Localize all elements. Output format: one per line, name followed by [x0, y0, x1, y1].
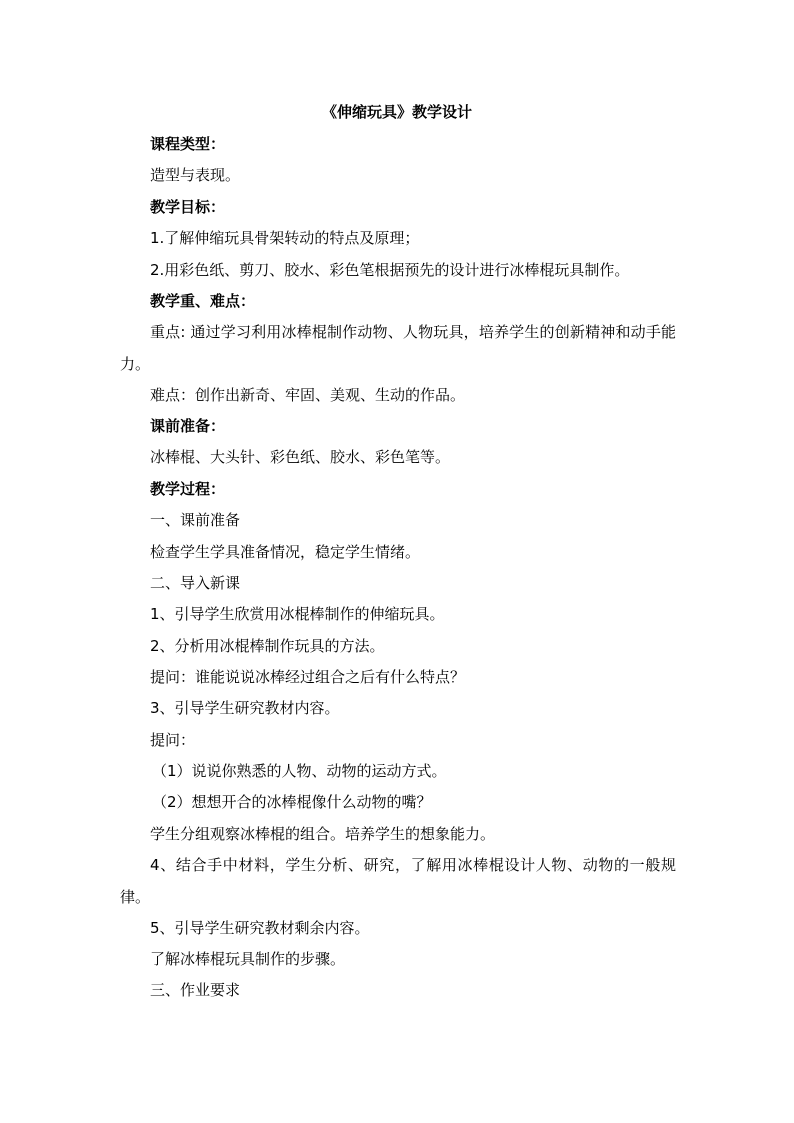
objective-item: 2.用彩色纸、剪刀、胶水、彩色笔根据预先的设计进行冰棒棍玩具制作。	[150, 261, 630, 279]
step-paragraph: 4、结合手中材料，学生分析、研究，了解用冰棒棍设计人物、动物的一般规律。	[120, 856, 676, 906]
observe-text: 学生分组观察冰棒棍的组合。培养学生的想象能力。	[150, 825, 496, 843]
keypoint-paragraph: 重点: 通过学习利用冰棒棍制作动物、人物玩具，培养学生的创新精神和动手能力。	[120, 323, 676, 373]
process-heading: 教学过程：	[150, 480, 226, 498]
section-title: 二、导入新课	[150, 574, 241, 592]
objective-item: 1.了解伸缩玩具骨架转动的特点及原理；	[150, 229, 420, 247]
sub-question: （1）说说你熟悉的人物、动物的运动方式。	[152, 762, 447, 780]
step-item: 1、引导学生欣赏用冰棍棒制作的伸缩玩具。	[150, 605, 445, 623]
course-type-heading: 课程类型：	[150, 135, 226, 153]
preparation-heading: 课前准备：	[150, 417, 226, 435]
objectives-heading: 教学目标：	[150, 198, 226, 216]
section-title: 三、作业要求	[150, 981, 241, 999]
preparation-text: 冰棒棍、大头针、彩色纸、胶水、彩色笔等。	[150, 448, 451, 466]
step-item: 2、分析用冰棍棒制作玩具的方法。	[150, 637, 385, 655]
sub-question: （2）想想开合的冰棒棍像什么动物的嘴？	[152, 793, 432, 811]
step-item: 5、引导学生研究教材剩余内容。	[150, 919, 370, 937]
document-title: 《伸缩玩具》教学设计	[321, 103, 472, 121]
section-title: 一、课前准备	[150, 511, 241, 529]
course-type-text: 造型与表现。	[150, 166, 241, 184]
keypoints-heading: 教学重、难点：	[150, 292, 256, 310]
question-text: 提问：谁能说说冰棒经过组合之后有什么特点？	[150, 668, 466, 686]
understand-text: 了解冰棒棍玩具制作的步骤。	[150, 950, 346, 968]
section-text: 检查学生学具准备情况，稳定学生情绪。	[150, 543, 421, 561]
question-text: 提问：	[150, 731, 196, 749]
difficulty-text: 难点：创作出新奇、牢固、美观、生动的作品。	[150, 386, 466, 404]
step-item: 3、引导学生研究教材内容。	[150, 699, 340, 717]
